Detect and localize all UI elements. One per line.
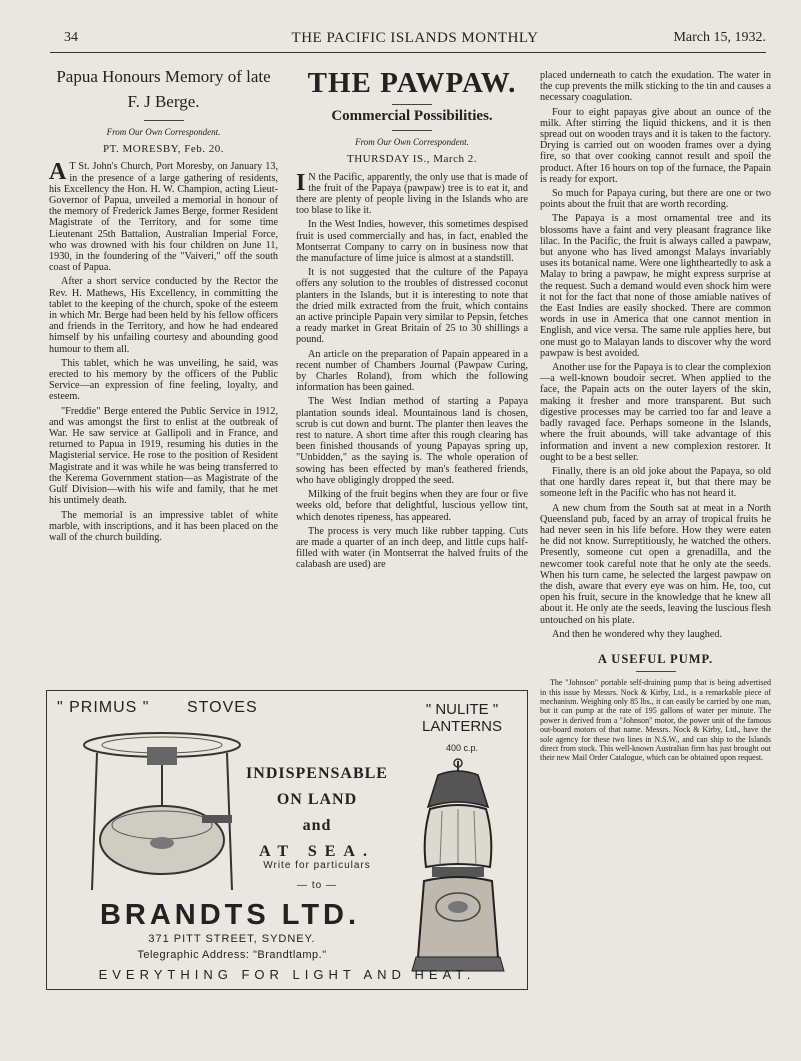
paragraph: I N the Pacific, apparently, the only use that is made of the fruit of the Papaya (pawpaw) tree is to eat it, and there are plenty of people living in the Islands who are too blase to like it. xyxy=(296,169,528,217)
ad-write-for-particulars: Write for particulars xyxy=(263,860,371,871)
ad-tagline: EVERYTHING FOR LIGHT AND HEAT. xyxy=(98,967,476,982)
title-rule xyxy=(144,120,184,121)
paragraph: The memorial is an impressive tablet of white marble, with inscriptions, and it has been placed on the wall of the church building. xyxy=(49,509,278,543)
page-number: 34 xyxy=(64,30,78,45)
paragraph: placed underneath to catch the exudation. The water in the cup prevents the milk sticking to the tin and causes a necessary coagulation. xyxy=(540,70,771,104)
article-berge-dateline: PT. MORESBY, Feb. 20. xyxy=(102,143,225,156)
ad-and: and xyxy=(302,817,332,834)
paragraph: Four to eight papayas give about an ounce of the milk. After stirring the liquid thickens, and it is then spread out on wooden trays and it is taken to the factory. Drying is carried out on wooden frames over a dying fire, so that over cooking cannot result and spoil the product. After 16 hours on top of the furnace, the Papain is ready for export. xyxy=(540,106,771,185)
title-rule xyxy=(392,104,432,105)
ad-company-name: BRANDTS LTD. xyxy=(99,899,361,931)
article-pawpaw-byline: From Our Own Correspondent. xyxy=(355,137,469,148)
article-pump xyxy=(540,678,771,763)
header-rule xyxy=(50,52,766,53)
paragraph: Another use for the Papaya is to clear the complexion—a well-known boudoir secret. When applied to the face, the Papain acts on the outer layers of the skin, making it fresher and more transparent. But such digestive processes may be carried too far and leave a badly ravaged face. Perhaps someone in the Islands, where the fruit abounds, will take advantage of this information and invent a new complexion restorer. It ought to be a best seller. xyxy=(540,362,771,463)
article-pawpaw-subtitle: Commercial Possibilities. xyxy=(331,108,493,124)
ad-nulite-heading: " NULITE " LANTERNS xyxy=(421,701,503,735)
ad-stoves-heading: STOVES xyxy=(187,699,258,716)
paragraph: The process is very much like rubber tapping. Cuts are made a quarter of an inch deep, and little cups half-filled with water (in Montserrat the halved fruits of the calabash are used) are xyxy=(296,525,528,571)
brandts-advertisement xyxy=(46,690,528,990)
paragraph: A T St. John's Church, Port Moresby, on January 13, in the presence of a large gathering of residents, his Excellency the Hon. H. W. Champion, acting Lieut-Governor of Papua, unveiled a memorial in honour of the memory of Frederick James Berge, former Resident Magistrate of the Territory, and for some time Lieutenant 25th Battalion, Australian Imperial Force, who was drowned with his four children on June 11, 1930, in the foundering of the "Vaiveri," off the south coast of Papua. xyxy=(49,159,278,274)
paragraph: Milking of the fruit begins when they are four or five weeks old, before that delightful, luscious yellow tint, which denotes ripeness, has appeared. xyxy=(296,489,528,523)
drop-cap: A xyxy=(49,159,67,186)
drop-cap: I xyxy=(296,169,306,196)
article-pawpaw xyxy=(296,64,528,574)
paragraph: A new chum from the South sat at meat in a North Queensland pub, faced by an array of tropical fruits he had never seen in his life before. How they were eaten he did not know. Surreptitiously, he watched the others. Presently, someone cut open a grenadilla, and the newcomer took careful note that he only ate the seeds. When his turn came, he selected the largest pawpaw on the dish, aware that every eye was on him. He, too, cut open his fruit, secure in the knowledge that he knew all about it. He only ate the seeds, leaving the luscious flesh untouched on his plate. xyxy=(540,502,771,626)
article-berge xyxy=(49,64,278,546)
paragraph: This tablet, which he was unveiling, he said, was erected to his memory by the officers of the Public Service—an expression of fine feeling, loyalty, and esteem. xyxy=(49,357,278,403)
article-berge-byline: From Our Own Correspondent. xyxy=(106,127,221,137)
paragraph: So much for Papaya curing, but there are one or two points about the fruit that are worth recording. xyxy=(540,188,771,211)
ad-at-sea: AT SEA. xyxy=(259,843,375,860)
article-pawpaw-dateline: THURSDAY IS., March 2. xyxy=(347,153,477,166)
page-header xyxy=(64,30,766,50)
article-pawpaw-title: THE PAWPAW. xyxy=(307,67,517,99)
ad-street-address: 371 PITT STREET, SYDNEY. xyxy=(148,933,316,945)
ad-on-land: ON LAND xyxy=(276,791,358,808)
title-rule xyxy=(636,671,676,672)
issue-date: March 15, 1932. xyxy=(673,30,766,45)
paragraph: Finally, there is an old joke about the Papaya, so old that one hardly dares repeat it, but that there may be someone left in the Pacific who has not heard it. xyxy=(540,465,771,500)
article-berge-title: Papua Honours Memory of late F. J Berge. xyxy=(56,67,271,111)
paragraph: In the West Indies, however, this sometimes despised fruit is used commercially and has, in fact, enabled the Montserrat Company to carry on in business now that the manufacture of lime juice is almost at a standstill. xyxy=(296,219,528,265)
article-pump-title: A USEFUL PUMP. xyxy=(597,651,714,666)
ad-slogan xyxy=(237,761,397,865)
paragraph: And then he wondered why they laughed. xyxy=(552,628,723,640)
ad-indispensable: INDISPENSABLE xyxy=(246,765,388,782)
article-pawpaw-continued xyxy=(540,70,771,763)
title-rule xyxy=(392,130,432,131)
paragraph: The West Indian method of starting a Papaya plantation sounds ideal. Mountainous land is chosen, scrub is cut down and burnt. The planter then leaves the rest to nature. A short time after this rough clearing has been finished thousands of young Papayas spring up, "Unbidden," as the saying is. The whole operation of sowing has been effected by man's feathered friends, who have obligingly dropped the seed. xyxy=(296,396,528,486)
ad-contact-line xyxy=(242,856,392,896)
publication-title: THE PACIFIC ISLANDS MONTHLY xyxy=(291,30,539,46)
paragraph: An article on the preparation of Papain appeared in a recent number of Chambers Journal (Pawpaw Curing, by Charles Roland), from which the following information has been gained. xyxy=(296,348,528,394)
paragraph: It is not suggested that the culture of the Papaya offers any solution to the troubles of distressed coconut planters in the Islands, but it is interesting to note that the dried milk extracted from the fruit, which contains an active principle Papain very similar to Pepsin, fetches a ready market in Great Britain of 25 to 30 shillings a pound. xyxy=(296,267,528,346)
ad-primus-heading: " PRIMUS " xyxy=(57,699,150,716)
paragraph: After a short service conducted by the Rector the Rev. H. Mathews, His Excellency, in committing the tablet to the keeping of the church, spoke of the esteem in which Mr. Berge had been held by his fellow officers and friends in the Territory, and how he had endeared himself by his unfailing courtesy and abounding good humour to them all. xyxy=(49,276,278,355)
paragraph: The "Johnson" portable self-draining pump that is being advertised in this issue by Messrs. Nock & Kirby, Ltd., is a remarkable piece of mechanism. Weighing only 85 lbs., it can easily be carried by one man, but it can pump at the rate of 195 gallons of water per minute. The power is derived from a "Johnson" motor, the power unit of the famous out-board motors of that name. Messrs. Nock & Kirby, Ltd., have the sole agency for these two lines in N.S.W., and can ship to the Islands direct from stock. This well-known Australian firm has just brought out their new Mail Order Catalogue, which can be obtained upon request. xyxy=(540,678,771,763)
nulite-lantern-illustration xyxy=(402,757,514,979)
ad-telegraphic-address: Telegraphic Address: "Brandtlamp." xyxy=(137,949,327,961)
paragraph: The Papaya is a most ornamental tree and its blossoms have a faint and very pleasant fragrance like lilac. In the Pacific, the fruit is always called a pawpaw, but anyone who has lived amongst Malays invariably uses its botanical name. Were one lightheartedly to ask a Malay to bring a pawpaw, he might express surprise at the request. Such a demand would even shock him were it not for the fact that none of those amiable natives of the East Indies are easily shocked. There are common words in use in America that one cannot mention in English, and vice versa. The same rule applies here, but one must go to Malayan lands to discover why the word pawpaw is best avoided. xyxy=(540,213,771,359)
primus-stove-illustration xyxy=(77,725,247,897)
ad-to: — to — xyxy=(297,880,337,891)
paragraph: "Freddie" Berge entered the Public Service in 1912, and was amongst the first to enlist at the outbreak of War. He saw service at Gallipoli and in France, and returned to Papua in 1919, resuming his duties in the Magisterial service. He rose to the position of Resident Magistrate and it was while he was being transferred to the Kerema Government station—as Magistrate of the Gulf Division—with his wife and family, that he met his untimely death. xyxy=(49,405,278,507)
ad-candle-power: 400 c.p. xyxy=(445,743,479,753)
